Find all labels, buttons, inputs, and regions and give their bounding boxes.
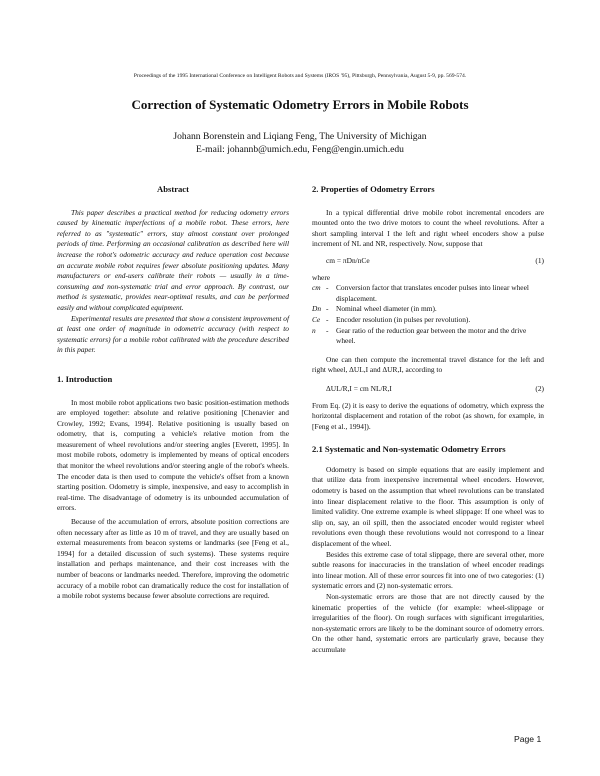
- section2-paragraph: In a typical differential drive mobile robot incremental encoders are mounted onto the two drive motors to count the wheel revolutions. After a short sampling interval I the left and right wheel encoders show a pulse increment of NL and NR, respectively. Now, suppose that: [312, 207, 544, 249]
- definitions-list: [312, 283, 544, 347]
- left-column: [57, 184, 289, 602]
- abstract-paragraph: This paper describes a practical method for reducing odometry errors caused by kinematic imperfections of a mobile robot. These errors, here referred to as "systematic" errors, stay almost constant over prolonged periods of time. Performing an occasional calibration as described here will increase the robot's odometric accuracy and reduce operation cost because an accurate mobile robot requires fewer absolute positioning updates. Many manufacturers or end-users calibrate their robots — usually in a time-consuming and non-systematic trial and error approach. By contrast, our method is systematic, provides near-optimal results, and can be performed easily and without complicated equipment.: [57, 207, 289, 312]
- where-label: where: [312, 272, 331, 282]
- definition-item: Dn - Nominal wheel diameter (in mm).: [312, 304, 437, 314]
- equation-1: [312, 256, 544, 267]
- proceedings-header: Proceedings of the 1995 International Conference on Intelligent Robots and Systems (IROS '95), Pittsburgh, Pennsylvania, August 5-9, pp. 569-574.: [133, 73, 467, 79]
- authors: Johann Borenstein and Liqiang Feng, The University of Michigan: [173, 131, 427, 142]
- equation-body: cm = πDn/nCe: [326, 255, 370, 265]
- section21-paragraph: Non-systematic errors are those that are not directly caused by the kinematic properties of the vehicle (for example: wheel-slippage or irregularities of the floor). On rough surfaces with significant irregularities, non-systematic errors are likely to be the dominant source of odometry errors. On the other hand, systematic errors are particularly grave, because they accumulate: [312, 592, 544, 654]
- definition-item: Ce - Encoder resolution (in pulses per revolution).: [312, 314, 471, 324]
- section-heading: 1. Introduction: [57, 373, 113, 384]
- section21-paragraph: Odometry is based on simple equations that are easily implement and that utilize data from inexpensive incremental wheel encoders. However, odometry is based on the assumption that wheel revolutions can be translated into linear displacement relative to the floor. This assumption is only of limited validity. One extreme example is wheel slippage: If one wheel was to slip on, say, an oil spill, then the associated encoder would register wheel revolutions even though these revolutions would not correspond to a linear displacement of the wheel.: [312, 464, 544, 549]
- page-number: Page 1: [514, 734, 542, 744]
- section2-paragraph: One can then compute the incremental travel distance for the left and right wheel, ΔUL,I and ΔUR,I, according to: [312, 354, 544, 375]
- abstract-paragraph: Experimental results are presented that show a consistent improvement of at least one order of magnitude in odometric accuracy (with respect to systematic errors) for a mobile robot calibrated with the procedure described in this paper.: [57, 313, 289, 355]
- equation-number: (2): [535, 383, 544, 393]
- section-heading: 2. Properties of Odometry Errors: [312, 184, 435, 194]
- paper-title: Correction of Systematic Odometry Errors in Mobile Robots: [131, 97, 469, 112]
- abstract-heading: Abstract: [157, 184, 189, 194]
- equation-body: ΔUL/R,I = cm NL/R,I: [326, 383, 392, 393]
- equation-2: [312, 384, 544, 395]
- section2-paragraph: From Eq. (2) it is easy to derive the equations of odometry, which express the horizontal displacement and rotation of the robot (as shown, for example, in [Feng et al., 1994]).: [312, 400, 544, 431]
- equation-number: (1): [535, 255, 544, 265]
- intro-paragraph: Because of the accumulation of errors, absolute position corrections are often necessary after as little as 10 m of travel, and they are usually based on external measurements from beacon systems or landmarks (see [Feng et al., 1994] for a detailed discussion of such systems). These systems require installation and perhaps maintenance, and their cost increases with the number of beacons or landmarks needed. Therefore, improving the odometric accuracy of a mobile robot can dramatically reduce the cost for installation of a mobile robot systems because fewer absolute corrections are required.: [57, 517, 289, 601]
- section21-paragraph: Besides this extreme case of total slippage, there are several other, more subtle reasons for inaccuracies in the translation of wheel encoder readings into linear motion. All of these error sources fit into one of two categories: (1) systematic errors and (2) non-systematic errors.: [312, 549, 544, 591]
- intro-paragraph: In most mobile robot applications two basic position-estimation methods are employed together: absolute and relative positioning [Chenavier and Crowley, 1992; Evans, 1994]. Relative positioning is usually based on odometry, that is, computing a vehicle's relative motion from the measurement of wheel revolutions and/or steering angles [Everett, 1995]. In most mobile robots, odometry is implemented by means of optical encoders that monitor the wheel revolutions and/or steering angle of the robot's wheels. The encoder data is then used to compute the vehicle's offset from a known starting position. Odometry is simple, inexpensive, and easy to accomplish in real-time. The disadvantage of odometry is its unbounded accumulation of errors.: [57, 397, 289, 513]
- email: E-mail: johannb@umich.edu, Feng@engin.umich.edu: [196, 144, 404, 155]
- definition-item: cm - Conversion factor that translates encoder pulses into linear wheel displacement.: [312, 283, 529, 303]
- right-column: [312, 184, 544, 656]
- section-heading: 2.1 Systematic and Non-systematic Odometry Errors: [312, 444, 506, 455]
- author-block: [0, 130, 600, 156]
- definition-item: n - Gear ratio of the reduction gear between the motor and the drive wheel.: [312, 325, 527, 346]
